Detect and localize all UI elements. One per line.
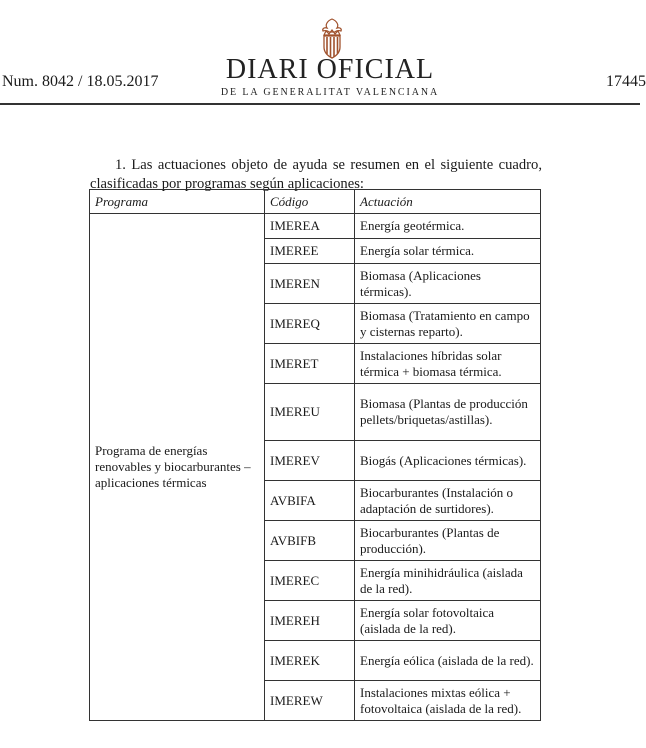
- code-cell: IMEREH: [265, 601, 355, 641]
- action-cell: Energía minihidráulica (aislada de la red).: [355, 561, 541, 601]
- code-cell: IMEREW: [265, 681, 355, 721]
- code-cell: IMEREE: [265, 239, 355, 264]
- page-header: [0, 0, 646, 104]
- header-programa: Programa: [90, 190, 265, 214]
- code-cell: IMEREU: [265, 384, 355, 441]
- header-actuacion: Actuación: [355, 190, 541, 214]
- action-cell: Energía solar fotovoltaica (aislada de la red).: [355, 601, 541, 641]
- table-header-row: [90, 190, 541, 214]
- issue-number-date: Num. 8042 / 18.05.2017: [2, 73, 159, 90]
- action-cell: Instalaciones mixtas eólica + fotovoltaica (aislada de la red).: [355, 681, 541, 721]
- code-cell: IMEREV: [265, 441, 355, 481]
- table-body: [90, 214, 541, 721]
- program-cell: Programa de energías renovables y biocarburantes – aplicaciones térmicas: [90, 214, 265, 721]
- code-cell: IMERET: [265, 344, 355, 384]
- code-cell: IMEREQ: [265, 304, 355, 344]
- code-cell: AVBIFA: [265, 481, 355, 521]
- intro-text: 1. Las actuaciones objeto de ayuda se resumen en el siguiente cuadro, clasificadas por programas según aplicaciones:: [90, 157, 542, 192]
- code-cell: IMEREA: [265, 214, 355, 239]
- coat-of-arms-icon: [315, 17, 349, 59]
- code-cell: AVBIFB: [265, 521, 355, 561]
- code-cell: IMEREK: [265, 641, 355, 681]
- journal-subtitle: DE LA GENERALITAT VALENCIANA: [220, 87, 440, 98]
- action-cell: Biocarburantes (Instalación o adaptación de surtidores).: [355, 481, 541, 521]
- action-cell: Energía geotérmica.: [355, 214, 541, 239]
- action-cell: Energía eólica (aislada de la red).: [355, 641, 541, 681]
- page-number: 17445: [606, 73, 646, 90]
- journal-title: DIARI OFICIAL: [225, 54, 435, 85]
- header-divider: [0, 103, 640, 105]
- action-cell: Energía solar térmica.: [355, 239, 541, 264]
- code-cell: IMEREC: [265, 561, 355, 601]
- action-cell: Biogás (Aplicaciones térmicas).: [355, 441, 541, 481]
- action-cell: Instalaciones híbridas solar térmica + biomasa térmica.: [355, 344, 541, 384]
- action-cell: Biomasa (Tratamiento en campo y cisternas reparto).: [355, 304, 541, 344]
- action-cell: Biocarburantes (Plantas de producción).: [355, 521, 541, 561]
- code-cell: IMEREN: [265, 264, 355, 304]
- actions-table: [89, 189, 541, 721]
- table-row: [90, 214, 541, 239]
- header-codigo: Código: [265, 190, 355, 214]
- action-cell: Biomasa (Aplicaciones térmicas).: [355, 264, 541, 304]
- action-cell: Biomasa (Plantas de producción pellets/briquetas/astillas).: [355, 384, 541, 441]
- masthead: [210, 56, 450, 99]
